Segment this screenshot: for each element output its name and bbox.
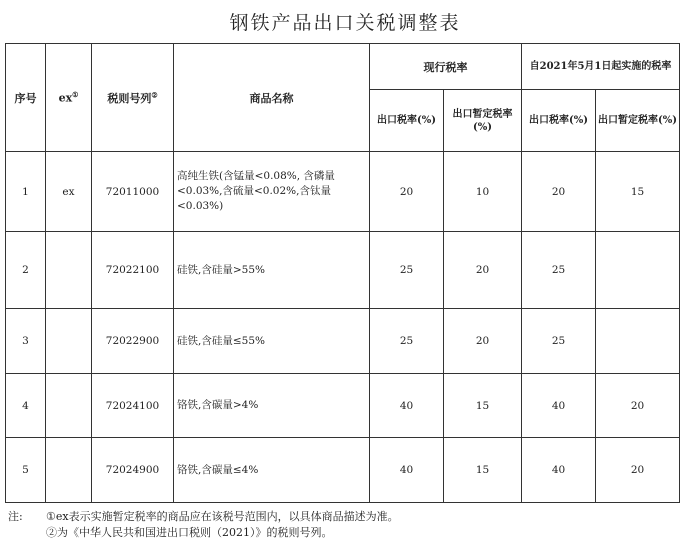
header-seq: 序号 bbox=[6, 44, 46, 152]
cell-code: 72024900 bbox=[92, 438, 174, 503]
cell-current-temp: 20 bbox=[444, 309, 522, 374]
header-current-export: 出口税率(%) bbox=[370, 90, 444, 152]
cell-current-export: 25 bbox=[370, 309, 444, 374]
note-1: ①ex表示实施暂定税率的商品应在该税号范围内，以具体商品描述为准。 bbox=[46, 510, 399, 523]
cell-current-export: 40 bbox=[370, 374, 444, 438]
table-row bbox=[6, 232, 680, 309]
cell-new-export: 40 bbox=[522, 374, 596, 438]
table-row bbox=[6, 152, 680, 232]
cell-ex bbox=[46, 374, 92, 438]
cell-code: 72024100 bbox=[92, 374, 174, 438]
note-2: ②为《中华人民共和国进出口税则（2021）》的税则号列。 bbox=[46, 526, 333, 539]
cell-seq: 4 bbox=[6, 374, 46, 438]
header-current-group: 现行税率 bbox=[370, 44, 522, 90]
cell-seq: 5 bbox=[6, 438, 46, 503]
cell-name: 硅铁,含硅量≤55% bbox=[174, 309, 370, 374]
cell-current-export: 25 bbox=[370, 232, 444, 309]
notes-label: 注: bbox=[8, 510, 23, 523]
cell-ex: ex bbox=[46, 152, 92, 232]
table-row bbox=[6, 309, 680, 374]
cell-seq: 1 bbox=[6, 152, 46, 232]
cell-new-export: 40 bbox=[522, 438, 596, 503]
table-row bbox=[6, 374, 680, 438]
header-new-temp: 出口暂定税率(%) bbox=[596, 90, 680, 152]
cell-current-temp: 10 bbox=[444, 152, 522, 232]
cell-new-temp bbox=[596, 232, 680, 309]
tariff-table bbox=[5, 43, 680, 503]
cell-name: 硅铁,含硅量>55% bbox=[174, 232, 370, 309]
header-new-group: 自2021年5月1日起实施的税率 bbox=[522, 44, 680, 90]
header-ex: ex① bbox=[46, 44, 92, 152]
header-name: 商品名称 bbox=[174, 44, 370, 152]
cell-new-export: 20 bbox=[522, 152, 596, 232]
cell-code: 72022900 bbox=[92, 309, 174, 374]
cell-ex bbox=[46, 232, 92, 309]
cell-name: 铬铁,含碳量≤4% bbox=[174, 438, 370, 503]
header-current-temp: 出口暂定税率(%) bbox=[444, 90, 522, 152]
cell-new-export: 25 bbox=[522, 309, 596, 374]
page-title: 钢铁产品出口关税调整表 bbox=[229, 12, 461, 34]
cell-current-temp: 15 bbox=[444, 438, 522, 503]
cell-new-temp: 20 bbox=[596, 374, 680, 438]
cell-name: 高纯生铁(含锰量<0.08%, 含磷量<0.03%,含硫量<0.02%,含钛量<0.03%) bbox=[174, 152, 370, 232]
cell-code: 72011000 bbox=[92, 152, 174, 232]
cell-new-temp: 15 bbox=[596, 152, 680, 232]
cell-new-temp bbox=[596, 309, 680, 374]
cell-seq: 2 bbox=[6, 232, 46, 309]
cell-current-temp: 20 bbox=[444, 232, 522, 309]
cell-current-export: 20 bbox=[370, 152, 444, 232]
cell-code: 72022100 bbox=[92, 232, 174, 309]
cell-ex bbox=[46, 309, 92, 374]
header-code: 税则号列② bbox=[92, 44, 174, 152]
cell-new-temp: 20 bbox=[596, 438, 680, 503]
cell-current-export: 40 bbox=[370, 438, 444, 503]
header-new-export: 出口税率(%) bbox=[522, 90, 596, 152]
footnotes bbox=[8, 509, 688, 541]
cell-ex bbox=[46, 438, 92, 503]
cell-new-export: 25 bbox=[522, 232, 596, 309]
cell-name: 铬铁,含碳量>4% bbox=[174, 374, 370, 438]
table-row bbox=[6, 438, 680, 503]
cell-current-temp: 15 bbox=[444, 374, 522, 438]
cell-seq: 3 bbox=[6, 309, 46, 374]
